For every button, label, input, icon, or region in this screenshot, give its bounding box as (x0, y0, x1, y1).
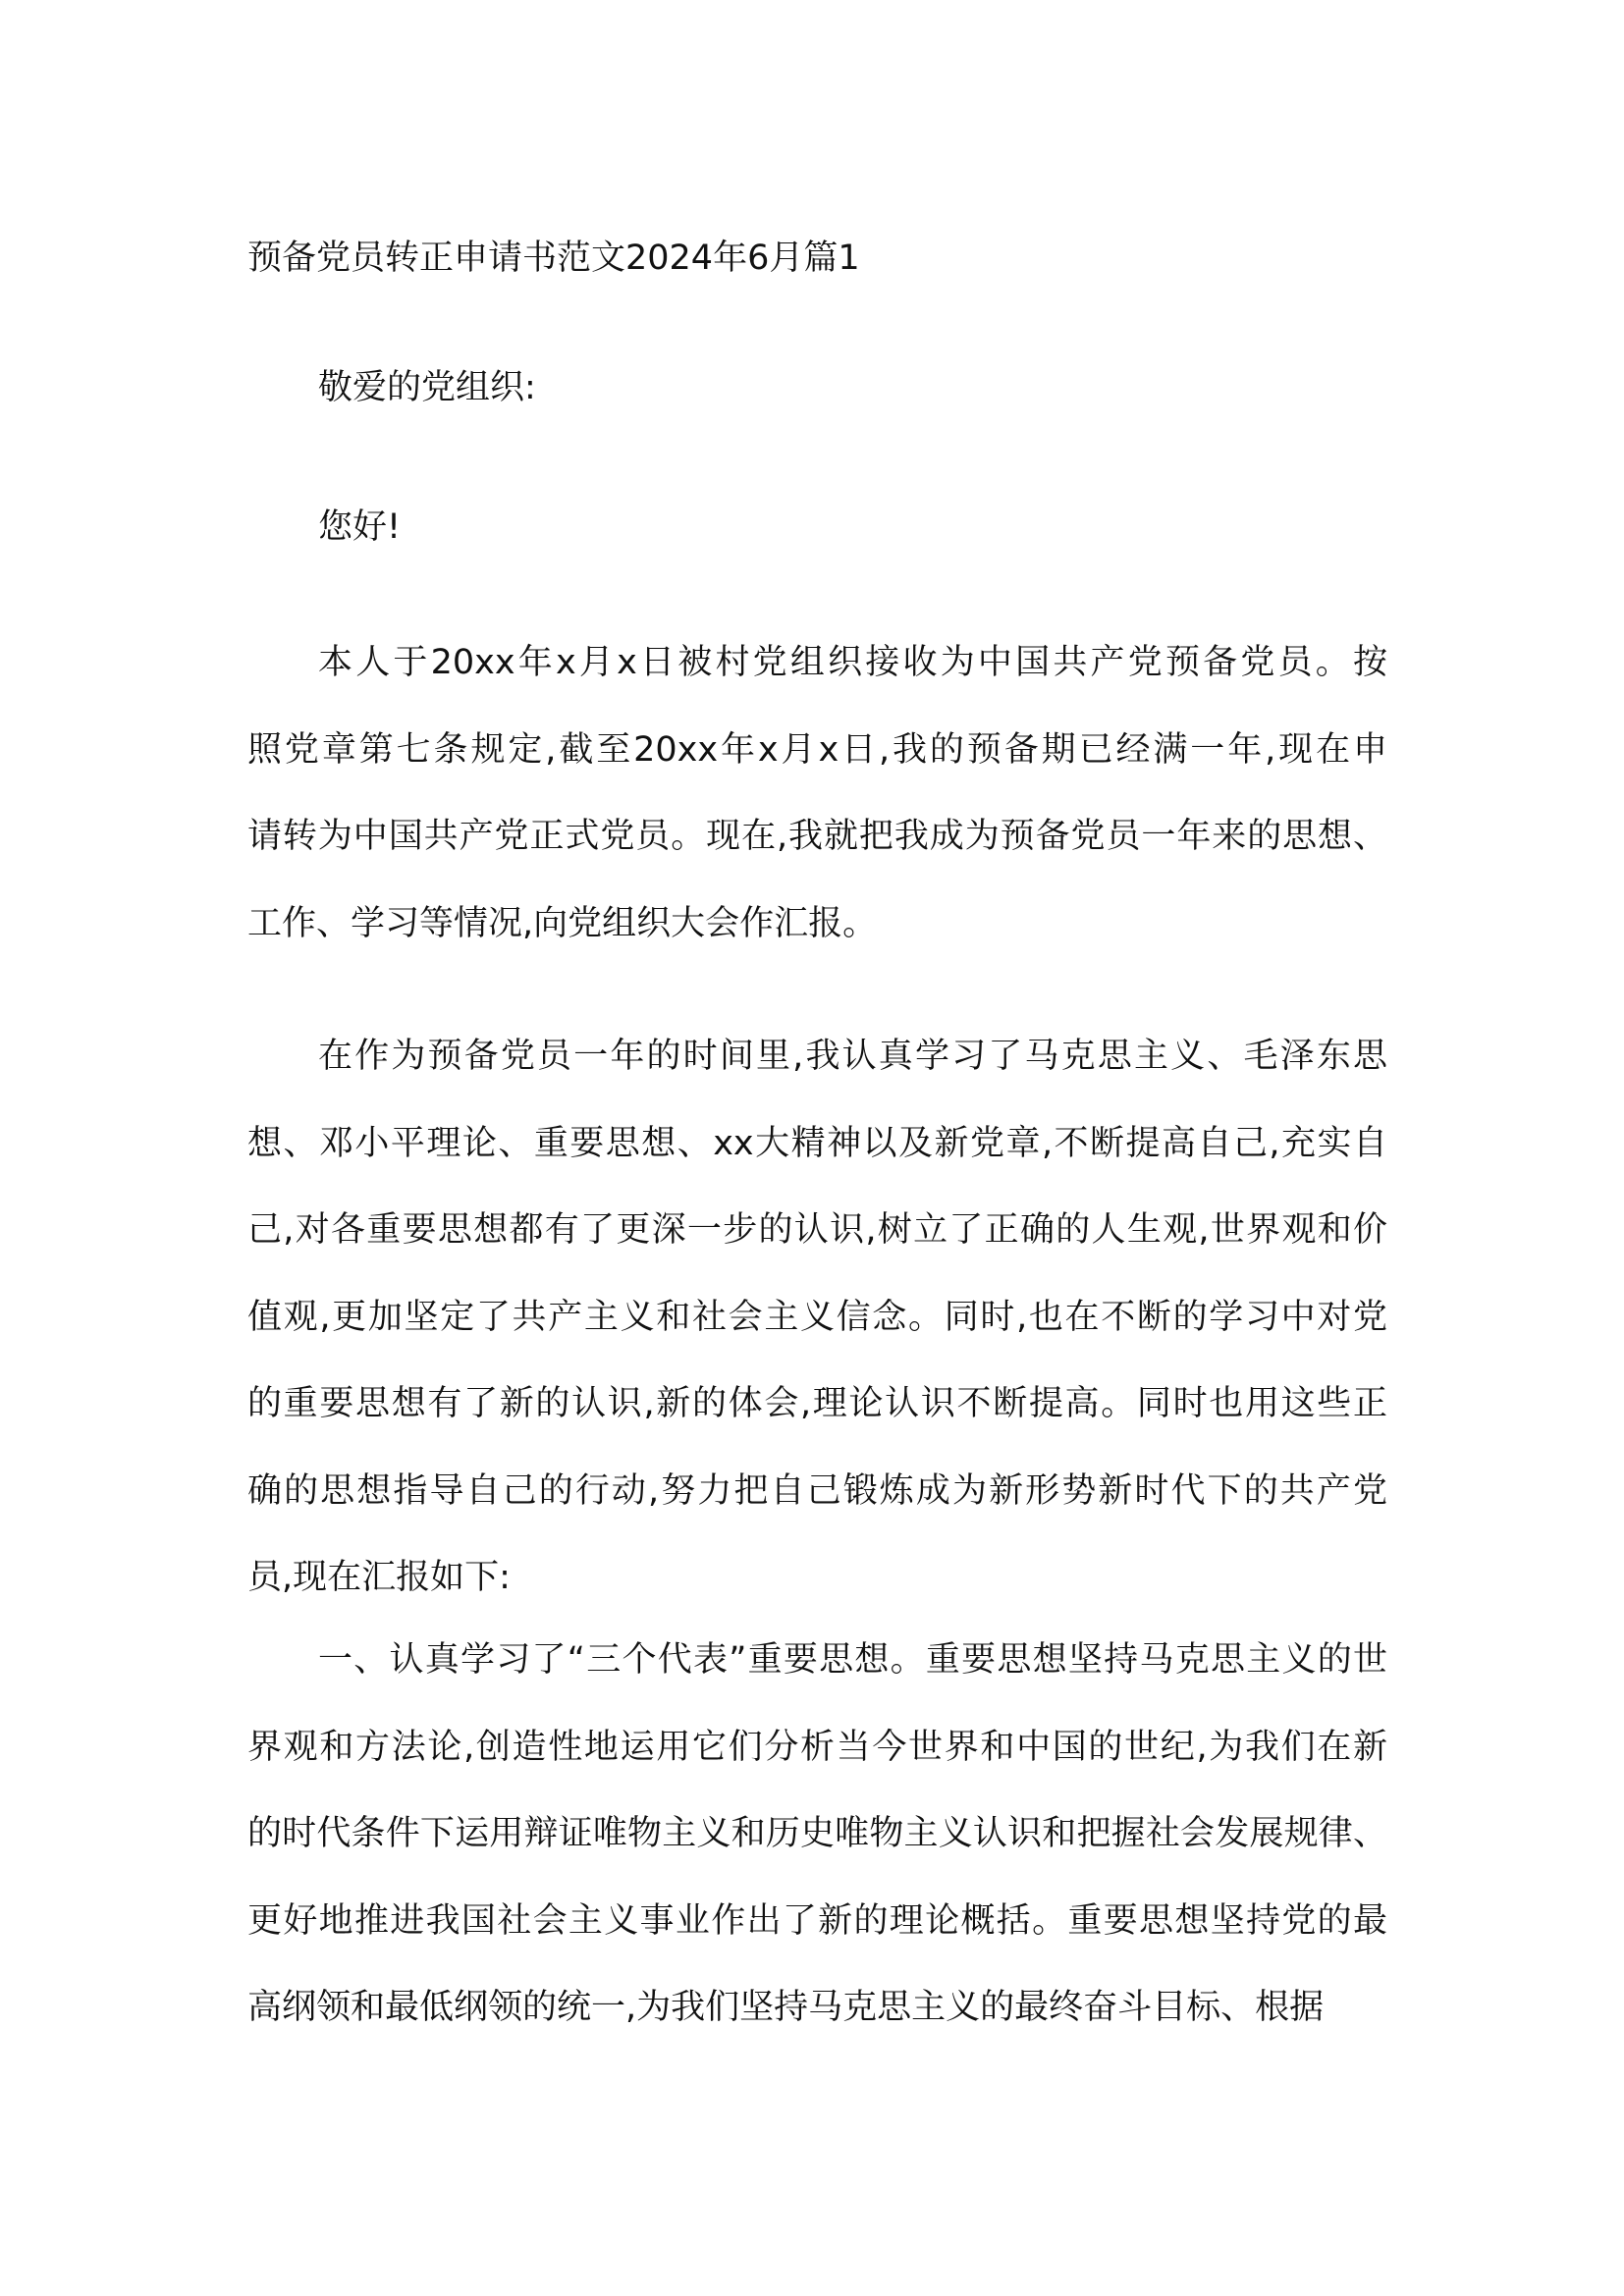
text-line: 的时代条件下运用辩证唯物主义和历史唯物主义认识和把握社会发展规律、 (247, 1814, 1387, 1853)
text-line: 己,对各重要思想都有了更深一步的认识,树立了正确的人生观,世界观和价 (247, 1210, 1387, 1250)
text-line: 界观和方法论,创造性地运用它们分析当今世界和中国的世纪,为我们在新 (247, 1727, 1387, 1767)
paragraph-3 (247, 1617, 1387, 2052)
text-line: 确的思想指导自己的行动,努力把自己锻炼成为新形势新时代下的共产党 (247, 1470, 1387, 1511)
text-line: 在作为预备党员一年的时间里,我认真学习了马克思主义、毛泽东思 (318, 1037, 1387, 1076)
text-line: 的重要思想有了新的认识,新的体会,理论认识不断提高。同时也用这些正 (247, 1384, 1387, 1423)
greeting (247, 484, 1387, 571)
text-line: 一、认真学习了“三个代表”重要思想。重要思想坚持马克思主义的世 (318, 1640, 1387, 1680)
paragraph-2 (247, 1013, 1387, 1622)
text-line: 更好地推进我国社会主义事业作出了新的理论概括。重要思想坚持党的最 (247, 1900, 1387, 1941)
text-line: 高纲领和最低纲领的统一,为我们坚持马克思主义的最终奋斗目标、根据 (247, 1988, 1325, 2027)
text-line: 想、邓小平理论、重要思想、xx大精神以及新党章,不断提高自己,充实自 (247, 1123, 1387, 1163)
title-text: 预备党员转正申请书范文2024年6月篇1 (247, 239, 860, 278)
document-title (247, 215, 1387, 302)
paragraph-1 (247, 619, 1387, 967)
text-line: 本人于20xx年x月x日被村党组织接收为中国共产党预备党员。按 (318, 643, 1387, 682)
salutation (247, 345, 1387, 432)
text-line: 请转为中国共产党正式党员。现在,我就把我成为预备党员一年来的思想、 (247, 817, 1387, 856)
text-line: 工作、学习等情况,向党组织大会作汇报。 (247, 903, 878, 943)
text-line: 值观,更加坚定了共产主义和社会主义信念。同时,也在不断的学习中对党 (247, 1297, 1387, 1337)
text-line: 照党章第七条规定,截至20xx年x月x日,我的预备期已经满一年,现在申 (247, 729, 1387, 770)
salutation-text: 敬爱的党组织: (318, 368, 536, 407)
greeting-text: 您好! (318, 507, 402, 547)
text-line: 员,现在汇报如下: (247, 1558, 511, 1597)
